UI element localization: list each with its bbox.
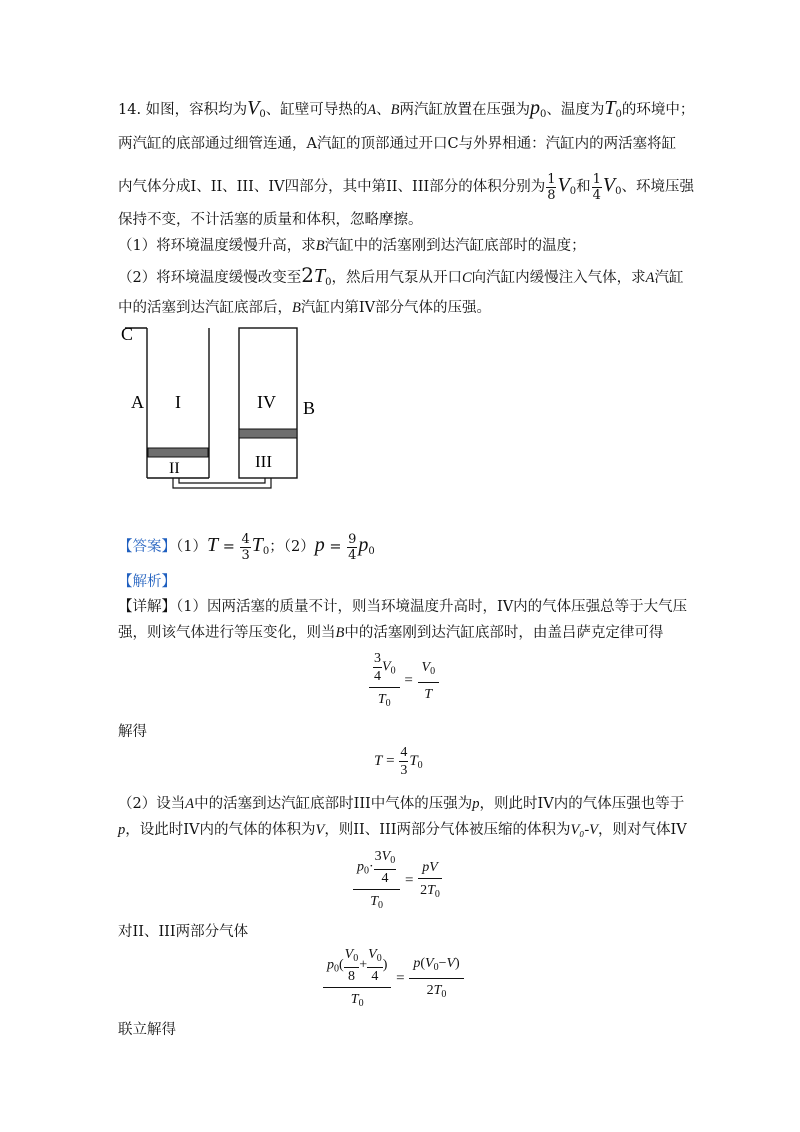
fraction-four-thirds: $\frac{4}{3}$ (241, 531, 250, 563)
analysis-label: 【解析】 (118, 574, 176, 590)
lianli-line: 联立解得 (118, 1022, 176, 1038)
problem-line-2: 两汽缸的底部通过细管连通，A汽缸的顶部通过开口C与外界相通：汽缸内的两活塞将缸 (118, 136, 677, 152)
label-ii: II (169, 460, 180, 477)
problem-line-3: 内气体分成I、II、III、IV四部分，其中第II、III部分的体积分别为 $\frac{1}{8}$ $V_0$和 $\frac{1}{4}$ $V_0$、环境压强 (118, 171, 694, 203)
piston-a (148, 448, 208, 457)
equation-gas-iv: $p_0\cdot$ $\frac{3V_0}{4}$ $T_0$ = $\frac{pV}{2T_0}$ (352, 848, 443, 914)
cylinder-figure (115, 322, 335, 492)
question-2-cont: 中的活塞到达汽缸底部后，B汽缸内第IV部分气体的压强。 (118, 300, 492, 316)
connecting-tube (173, 478, 271, 488)
question-2: （2）将环境温度缓慢改变至$2T_0$，然后用气泵从开口C向汽缸内缓慢注入气体，求A汽缸 (118, 263, 684, 288)
fraction-nine-quarters: $\frac{9}{4}$ (348, 531, 357, 563)
equation-gas-ii-iii: $p_0$( $\frac{V_0}{8}$ + $\frac{V_0}{4}$ ) $T_0$ = $\frac{p(V_0-V)}{2T_0}$ (322, 946, 465, 1012)
detail-line-1: 【详解】（1）因两活塞的质量不计，则当环境温度升高时，IV内的气体压强总等于大气压 (118, 599, 688, 615)
label-iii: III (255, 452, 272, 471)
label-a: A (131, 392, 144, 412)
jiede-line: 解得 (118, 724, 147, 740)
equation-result-t: T = $\frac{4}{3}$ $T_0$ (374, 745, 423, 778)
answer-line: 【答案】（1）T = $\frac{4}{3}$ $T_0$；（2）p = $\frac{9}{4}$ $p_0$ (118, 531, 375, 563)
dui-line: 对II、III两部分气体 (118, 924, 249, 940)
part2-line-1: （2）设当A中的活塞到达汽缸底部时III中气体的压强为p，则此时IV内的气体压强也等于 (118, 796, 685, 812)
part2-line-2: p，设此时IV内的气体的体积为V，则II、III两部分气体被压缩的体积为V₀-V，则对气体IV (118, 822, 687, 838)
detail-line-2: 强，则该气体进行等压变化，则当B中的活塞刚到达汽缸底部时，由盖吕萨克定律可得 (118, 625, 664, 641)
problem-line-4: 保持不变，不计活塞的质量和体积，忽略摩擦。 (118, 212, 423, 228)
question-1: （1）将环境温度缓慢升高，求B汽缸中的活塞刚到达汽缸底部时的温度； (118, 238, 586, 254)
label-i: I (175, 392, 181, 412)
piston-b (239, 429, 297, 438)
fraction-one-eighth: $\frac{1}{8}$ (547, 171, 556, 203)
answer-label: 【答案】 (118, 539, 176, 555)
label-b: B (303, 398, 316, 418)
label-iv: IV (257, 392, 276, 412)
equation-gay-lussac: $\frac{3}{4}$ $V_0$ $T_0$ = $\frac{V_0}{T}$ (368, 650, 440, 712)
fraction-one-quarter: $\frac{1}{4}$ (592, 171, 601, 203)
problem-line-1: 14. 如图，容积均为$V_0$、缸壁可导热的A、B两汽缸放置在压强为$p_0$、温度为$T_0$的环境中； (118, 97, 695, 120)
label-c: C (121, 324, 134, 344)
